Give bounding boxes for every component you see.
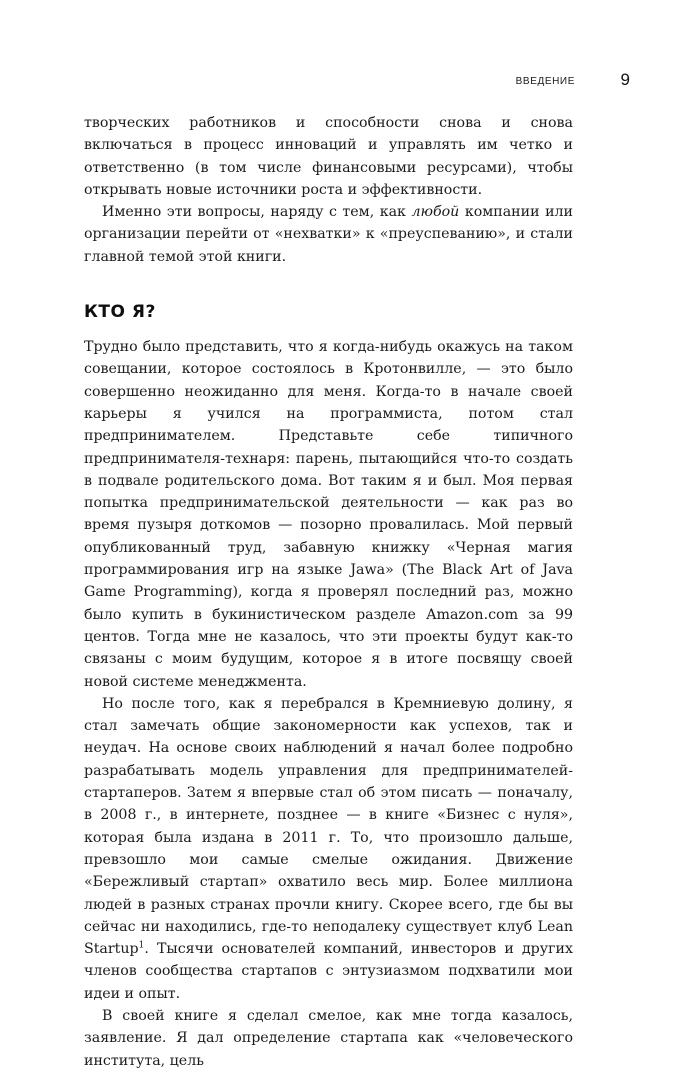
footnote-marker[interactable]: 1: [138, 940, 145, 951]
paragraph-text: компании или организации перейти от «нехватки» к «преуспеванию», и стали главной темой этой книги.: [84, 204, 573, 265]
running-head: ВВЕДЕНИЕ: [515, 76, 575, 87]
body-text: [84, 112, 573, 1072]
paragraph-text: Но после того, как я перебрался в Кремниевую долину, я стал замечать общие закономерности как успехов, так и неудач. На основе своих наблюдений я начал более подробно разрабатывать модель управления для предпринимателей-стартаперов. Затем я впервые стал об этом писать — поначалу, в 2008 г., в интернете, позднее — в книге «Бизнес с нуля», которая была издана в 2011 г. То, что произошло дальше, превзошло мои самые смелые ожидания. Движение «Бережливый стартап» охватило весь мир. Более миллиона людей в разных странах прочли книгу. Скорее всего, где бы вы сейчас ни находились, где-то неподалеку существует клуб Lean Startup: [84, 695, 573, 958]
paragraph-text: Именно эти вопросы, наряду с тем, как: [102, 204, 412, 221]
page-number: 9: [620, 70, 630, 89]
section-heading: КТО Я?: [84, 302, 156, 323]
paragraph-silicon-valley: [84, 693, 573, 1005]
paragraph-book-theme: [84, 201, 573, 268]
paragraph-continuation: творческих работников и способности снова и снова включаться в процесс инноваций и управлять им четко и ответственно (в том числе финансовыми ресурсами), чтобы открывать новые источники роста и эффективности.: [84, 115, 573, 198]
paragraph-text: . Тысячи основателей компаний, инвесторов и других членов сообщества стартапов с энтузиазмом подхватили мои идеи и опыт.: [84, 941, 573, 1002]
paragraph-who-am-i: Трудно было представить, что я когда-нибудь окажусь на таком совещании, которое состоялось в Кротонвилле, — это было совершенно неожиданно для меня. Когда-то в начале своей карьеры я учился на программиста, потом стал предпринимателем. Представьте себе типичного предпринимателя-технаря: парень, пытающийся что-то создать в подвале родительского дома. Вот таким я и был. Моя первая попытка предпринимательской деятельности — как раз во время пузыря доткомов — позорно провалилась. Мой первый опубликованный труд, забавную книжку «Черная магия программирования игр на языке Jawa» (The Black Art of Java Game Programming), когда я проверял последний раз, можно было купить в букинистическом разделе Amazon.com за 99 центов. Тогда мне не казалось, что эти проекты будут как-то связаны с моим будущим, которое я в итоге посвящу своей новой системе менеджмента.: [84, 339, 573, 690]
italic-emphasis: любой: [411, 204, 460, 221]
paragraph-startup-definition: В своей книге я сделал смелое, как мне тогда казалось, заявление. Я дал определение стартапа как «человеческого института, цель: [84, 1007, 573, 1069]
